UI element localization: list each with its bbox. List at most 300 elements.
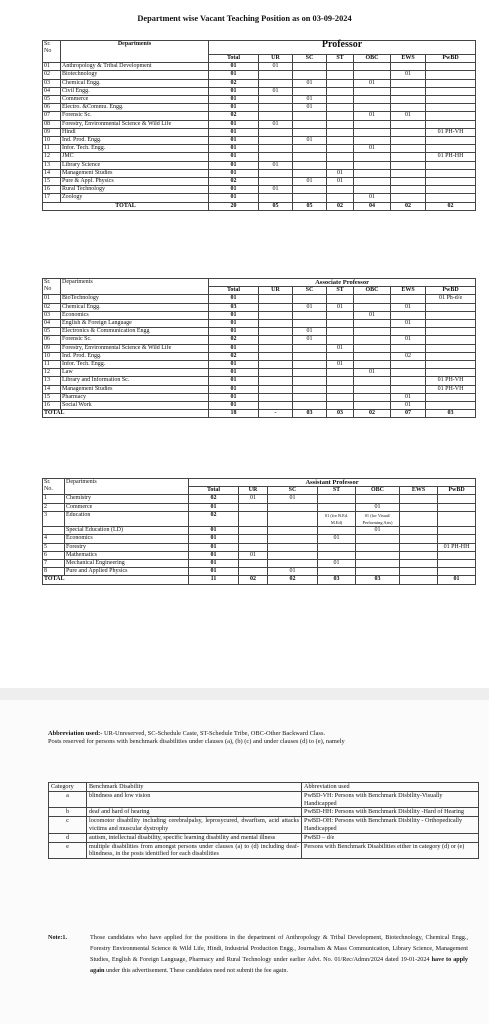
- ur-cell: 01: [259, 161, 293, 169]
- total-value-cell: [400, 576, 438, 584]
- total-value-cell: 18: [209, 410, 259, 418]
- sr-no-cell: 02: [43, 71, 61, 79]
- total-cell: 01: [209, 153, 259, 161]
- department-cell: Pure & Appl. Physics: [61, 178, 209, 186]
- obc-header: OBC: [354, 55, 391, 63]
- st-cell: [327, 145, 354, 153]
- table-row: [43, 153, 476, 161]
- sr-no-cell: 3: [43, 511, 65, 526]
- ur-header: UR: [239, 487, 268, 495]
- total-cell: 01: [209, 71, 259, 79]
- department-cell: Forensic Sc.: [61, 112, 209, 120]
- sr-no-cell: 06: [43, 336, 61, 344]
- pwbd-cell: [426, 361, 476, 369]
- total-cell: 03: [209, 303, 259, 311]
- sc-cell: 01: [293, 303, 327, 311]
- st-cell: 01: [327, 344, 354, 352]
- obc-cell: [354, 161, 391, 169]
- department-cell: Rural Technology: [61, 186, 209, 194]
- category-cell: e: [49, 842, 87, 859]
- pwbd-cell: [426, 104, 476, 112]
- sc-cell: [268, 535, 318, 543]
- pwbd-cell: [426, 87, 476, 95]
- sr-no-cell: 4: [43, 535, 65, 543]
- department-cell: Forensic Sc.: [61, 336, 209, 344]
- ur-cell: 01: [259, 186, 293, 194]
- ur-cell: [259, 112, 293, 120]
- pwbd-cell: [438, 535, 476, 543]
- sr-no-cell: 07: [43, 112, 61, 120]
- total-cell: 01: [209, 361, 259, 369]
- ur-cell: [259, 385, 293, 393]
- obc-cell: [354, 361, 391, 369]
- ur-cell: [259, 295, 293, 303]
- sc-cell: [293, 186, 327, 194]
- st-cell: [327, 137, 354, 145]
- total-cell: 01: [209, 385, 259, 393]
- ews-cell: [391, 311, 426, 319]
- st-cell: 01 (for B.Ed. M.Ed): [318, 511, 356, 526]
- st-cell: [327, 369, 354, 377]
- pwbd-cell: [426, 393, 476, 401]
- total-cell: 01: [209, 194, 259, 202]
- professor-heading: Professor: [209, 41, 476, 55]
- obc-cell: 01: [356, 503, 400, 511]
- ur-cell: [259, 104, 293, 112]
- sr-no-cell: 16: [43, 186, 61, 194]
- obc-cell: [354, 377, 391, 385]
- total-cell: 01: [209, 137, 259, 145]
- obc-cell: 01: [356, 527, 400, 535]
- benchmark-header: Benchmark Disability: [87, 783, 302, 792]
- table-row: [43, 535, 476, 543]
- table-row: [43, 194, 476, 202]
- total-cell: 01: [189, 503, 239, 511]
- st-cell: [327, 120, 354, 128]
- sc-cell: 01: [293, 336, 327, 344]
- ews-cell: [400, 560, 438, 568]
- ur-cell: [259, 96, 293, 104]
- department-cell: English & Foreign Language: [61, 320, 209, 328]
- table-row: [43, 551, 476, 559]
- ur-cell: 01: [239, 495, 268, 503]
- obc-cell: [354, 393, 391, 401]
- total-cell: 01: [209, 63, 259, 71]
- sc-cell: [268, 543, 318, 551]
- pwbd-cell: [426, 178, 476, 186]
- department-cell: Civil Engg.: [61, 87, 209, 95]
- table-row: [43, 303, 476, 311]
- sc-cell: [293, 402, 327, 410]
- total-cell: 01: [209, 145, 259, 153]
- sc-cell: [293, 145, 327, 153]
- sc-cell: [293, 128, 327, 136]
- obc-cell: 01: [354, 311, 391, 319]
- total-value-cell: 05: [259, 202, 293, 210]
- total-value-cell: 02: [327, 202, 354, 210]
- ews-cell: [391, 120, 426, 128]
- sr-no-cell: 8: [43, 568, 65, 576]
- ur-cell: [259, 137, 293, 145]
- table-row: [43, 178, 476, 186]
- ews-cell: 01: [391, 320, 426, 328]
- abbreviation-block: [48, 730, 478, 746]
- st-cell: [327, 186, 354, 194]
- pwbd-cell: [438, 527, 476, 535]
- st-cell: [327, 320, 354, 328]
- departments-header: Departments: [61, 279, 209, 295]
- table-row: [43, 336, 476, 344]
- total-row: [43, 576, 476, 584]
- ews-cell: [391, 377, 426, 385]
- pwbd-header: PwBD: [426, 287, 476, 295]
- department-cell: Mathematics: [65, 551, 189, 559]
- obc-cell: [356, 551, 400, 559]
- obc-cell: [354, 104, 391, 112]
- total-cell: 01: [189, 551, 239, 559]
- benchmark-cell: autism, intellectual disability, specific learning disability and mental illness: [87, 833, 302, 842]
- total-label: TOTAL: [43, 202, 209, 210]
- disability-row: [49, 791, 479, 808]
- department-cell: Management Studies: [61, 385, 209, 393]
- department-cell: Commerce: [61, 96, 209, 104]
- ews-cell: [391, 295, 426, 303]
- sr-no-cell: 04: [43, 320, 61, 328]
- table-row: [43, 161, 476, 169]
- total-value-cell: 03: [356, 576, 400, 584]
- ews-cell: 01: [391, 71, 426, 79]
- department-cell: Zoology: [61, 194, 209, 202]
- ews-cell: [391, 145, 426, 153]
- sr-no-cell: 03: [43, 311, 61, 319]
- total-cell: 01: [209, 120, 259, 128]
- ews-cell: [400, 543, 438, 551]
- total-cell: 01: [209, 161, 259, 169]
- total-cell: 02: [209, 352, 259, 360]
- pwbd-cell: [438, 503, 476, 511]
- sc-cell: [268, 560, 318, 568]
- ur-cell: [259, 328, 293, 336]
- st-cell: [327, 311, 354, 319]
- table-row: [43, 169, 476, 177]
- total-cell: 01: [209, 369, 259, 377]
- sr-no-cell: 17: [43, 194, 61, 202]
- pwbd-cell: 01 PH-HH: [426, 153, 476, 161]
- st-cell: [327, 112, 354, 120]
- total-label: TOTAL: [43, 410, 209, 418]
- obc-cell: [356, 495, 400, 503]
- table-row: [43, 377, 476, 385]
- ews-cell: [391, 137, 426, 145]
- department-cell: Infor. Tech. Engg.: [61, 361, 209, 369]
- total-cell: 01: [209, 87, 259, 95]
- st-cell: [327, 385, 354, 393]
- departments-header: Departments: [65, 479, 189, 495]
- department-cell: Anthropology & Tribal Development: [61, 63, 209, 71]
- total-cell: 01: [209, 186, 259, 194]
- total-value-cell: 02: [354, 410, 391, 418]
- total-cell: 02: [209, 79, 259, 87]
- st-cell: [327, 96, 354, 104]
- pwbd-cell: [438, 511, 476, 526]
- pwbd-cell: [426, 169, 476, 177]
- sr-no-cell: 1: [43, 495, 65, 503]
- category-cell: a: [49, 791, 87, 808]
- associate-professor-table: [42, 278, 476, 418]
- ur-cell: 01: [259, 87, 293, 95]
- department-cell: Economics: [65, 535, 189, 543]
- sc-cell: [293, 169, 327, 177]
- table-row: [43, 568, 476, 576]
- ur-cell: [239, 568, 268, 576]
- table-row: [43, 320, 476, 328]
- total-cell: 02: [209, 112, 259, 120]
- department-cell: Pure and Applied Physics: [65, 568, 189, 576]
- sr-no-cell: 13: [43, 161, 61, 169]
- obc-cell: [354, 153, 391, 161]
- pwbd-cell: 01 Ph-d/e: [426, 295, 476, 303]
- sr-no-cell: 11: [43, 361, 61, 369]
- obc-cell: [356, 535, 400, 543]
- ur-cell: [259, 320, 293, 328]
- benchmark-cell: multiple disabilities from amongst persons under clauses (a) to (d) including deaf-blindness, in the posts identified for each disabilities: [87, 842, 302, 859]
- note-block: [48, 932, 468, 976]
- ews-cell: [391, 161, 426, 169]
- pwbd-cell: [426, 120, 476, 128]
- sr-no-cell: 5: [43, 543, 65, 551]
- department-cell: Chemical Engg.: [61, 303, 209, 311]
- ur-cell: [239, 527, 268, 535]
- pwbd-cell: [426, 328, 476, 336]
- professor-table: [42, 40, 476, 211]
- posts-reserved-text: Posts reserved for persons with benchmark disabilities under clauses (a), (b) (c) and under clauses (d) to (e), namely: [48, 738, 345, 745]
- ews-cell: [391, 63, 426, 71]
- ews-cell: 01: [391, 393, 426, 401]
- table-row: [43, 560, 476, 568]
- table-row: [43, 145, 476, 153]
- total-cell: 02: [209, 178, 259, 186]
- total-cell: 01: [209, 169, 259, 177]
- department-cell: Infor. Tech. Engg.: [61, 145, 209, 153]
- st-cell: [327, 128, 354, 136]
- ur-header: UR: [259, 55, 293, 63]
- ews-cell: 01: [391, 336, 426, 344]
- pwbd-cell: 01 PH-HH: [438, 543, 476, 551]
- ews-cell: [391, 153, 426, 161]
- total-value-cell: 05: [293, 202, 327, 210]
- sr-no-header: Sr. No: [43, 41, 61, 63]
- total-row: [43, 410, 476, 418]
- ur-cell: [239, 503, 268, 511]
- pwbd-cell: [438, 568, 476, 576]
- ur-cell: [259, 377, 293, 385]
- obc-cell: [354, 320, 391, 328]
- sr-no-cell: 12: [43, 153, 61, 161]
- abbreviation-cell: PwBD-OH: Persons with Benchmark Disbility - Orthopedically Handicapped: [302, 817, 479, 834]
- ews-cell: [391, 194, 426, 202]
- sc-cell: [293, 112, 327, 120]
- ews-cell: 02: [391, 352, 426, 360]
- st-cell: [327, 352, 354, 360]
- pwbd-cell: [426, 311, 476, 319]
- sr-no-cell: 15: [43, 178, 61, 186]
- abbreviation-label: Abbreviation used:-: [48, 730, 103, 737]
- table-row: [43, 543, 476, 551]
- sc-cell: 01: [293, 96, 327, 104]
- total-value-cell: 03: [293, 410, 327, 418]
- ews-cell: [391, 104, 426, 112]
- pwbd-cell: [438, 495, 476, 503]
- total-cell: 01: [189, 535, 239, 543]
- obc-cell: [354, 63, 391, 71]
- departments-header: Departments: [61, 41, 209, 63]
- obc-cell: [354, 344, 391, 352]
- sc-cell: 01: [293, 104, 327, 112]
- table-row: [43, 527, 476, 535]
- ews-cell: 01: [391, 402, 426, 410]
- page-title: Department wise Vacant Teaching Position as on 03-09-2024: [137, 14, 352, 23]
- pwbd-cell: [426, 79, 476, 87]
- sc-cell: [293, 311, 327, 319]
- table-row: [43, 503, 476, 511]
- category-cell: c: [49, 817, 87, 834]
- ews-cell: [391, 96, 426, 104]
- total-cell: 01: [209, 295, 259, 303]
- sc-header: SC: [293, 287, 327, 295]
- department-cell: Education: [65, 511, 189, 526]
- sr-no-cell: 02: [43, 303, 61, 311]
- table-row: [43, 369, 476, 377]
- st-cell: [327, 336, 354, 344]
- total-value-cell: 03: [327, 410, 354, 418]
- total-cell: 02: [189, 511, 239, 526]
- sc-header: SC: [293, 55, 327, 63]
- sr-no-cell: 04: [43, 87, 61, 95]
- st-cell: [327, 153, 354, 161]
- table-row: [43, 311, 476, 319]
- table-row: [43, 79, 476, 87]
- pwbd-cell: [426, 137, 476, 145]
- total-cell: 01: [189, 568, 239, 576]
- department-cell: Commerce: [65, 503, 189, 511]
- total-header: Total: [209, 55, 259, 63]
- sr-no-cell: 01: [43, 295, 61, 303]
- ur-cell: [259, 71, 293, 79]
- department-cell: BioTechnology: [61, 295, 209, 303]
- sr-no-cell: 09: [43, 344, 61, 352]
- ews-cell: [400, 511, 438, 526]
- st-cell: [318, 503, 356, 511]
- obc-cell: [354, 186, 391, 194]
- total-value-cell: 02: [426, 202, 476, 210]
- pwbd-cell: [426, 352, 476, 360]
- table-row: [43, 63, 476, 71]
- department-cell: Mechanical Engineering: [65, 560, 189, 568]
- total-cell: 01: [209, 344, 259, 352]
- total-header: Total: [209, 287, 259, 295]
- note-emphasis: have to apply again: [90, 956, 468, 974]
- total-cell: 01: [209, 104, 259, 112]
- pwbd-header: PwBD: [426, 55, 476, 63]
- ews-cell: [391, 361, 426, 369]
- ur-cell: [259, 128, 293, 136]
- table-row: [43, 128, 476, 136]
- ur-cell: [259, 393, 293, 401]
- sc-cell: 01: [293, 178, 327, 186]
- note-text: Those candidates who have applied for the positions in the department of Anthropology & Tribal Development, Biotechnology, Chemical Engg., Forestry Environmental Science & Wild Life, Hindi, Industrial Production Engg., Journalism & Mass Communication, Library Science, Management Studies, English & Foreign Language, Pharmacy and Rural Technology under earlier Advt. No. 01/Rec/Admn/2024 dated 19-01-2024 have to apply again under this advertisement. These candidates need not submit the fee again.: [90, 934, 468, 974]
- obc-cell: [354, 402, 391, 410]
- department-cell: Library Science: [61, 161, 209, 169]
- ur-cell: [259, 402, 293, 410]
- table-row: [43, 352, 476, 360]
- st-cell: [318, 495, 356, 503]
- ews-header: EWS: [391, 287, 426, 295]
- obc-cell: [354, 137, 391, 145]
- ur-cell: [259, 336, 293, 344]
- category-header: Category: [49, 783, 87, 792]
- total-value-cell: 04: [354, 202, 391, 210]
- obc-cell: [354, 128, 391, 136]
- ews-cell: 01: [391, 303, 426, 311]
- table-row: [43, 393, 476, 401]
- total-cell: 02: [189, 495, 239, 503]
- sr-no-cell: 15: [43, 393, 61, 401]
- total-value-cell: 11: [189, 576, 239, 584]
- obc-cell: [354, 385, 391, 393]
- st-cell: [327, 295, 354, 303]
- pwbd-cell: [426, 96, 476, 104]
- sc-cell: [293, 377, 327, 385]
- obc-cell: 01: [354, 369, 391, 377]
- sc-cell: 01: [268, 495, 318, 503]
- sr-no-cell: 10: [43, 352, 61, 360]
- st-cell: [327, 104, 354, 112]
- sc-cell: [268, 503, 318, 511]
- sc-cell: [293, 120, 327, 128]
- abbreviation-cell: PwBD-HH: Persons with Benchmark Disbility -Hard of Hearing: [302, 808, 479, 817]
- page-break: [0, 688, 489, 700]
- st-cell: 01: [318, 535, 356, 543]
- pwbd-cell: [426, 320, 476, 328]
- total-cell: 01: [189, 560, 239, 568]
- department-cell: Forestry: [65, 543, 189, 551]
- ur-cell: [259, 153, 293, 161]
- sc-cell: 01: [293, 79, 327, 87]
- sr-no-cell: 16: [43, 402, 61, 410]
- st-cell: [318, 551, 356, 559]
- st-cell: [318, 543, 356, 551]
- total-cell: 01: [209, 328, 259, 336]
- table-row: [43, 344, 476, 352]
- department-cell: Pharmacy: [61, 393, 209, 401]
- ur-cell: 01: [239, 551, 268, 559]
- ur-cell: [239, 543, 268, 551]
- total-value-cell: 02: [239, 576, 268, 584]
- st-cell: [327, 328, 354, 336]
- ur-cell: [259, 169, 293, 177]
- st-cell: [327, 87, 354, 95]
- department-cell: Chemistry: [65, 495, 189, 503]
- sr-no-cell: 7: [43, 560, 65, 568]
- st-cell: [327, 377, 354, 385]
- pwbd-cell: [426, 194, 476, 202]
- ur-cell: [259, 194, 293, 202]
- total-value-cell: 02: [268, 576, 318, 584]
- department-cell: Electro. &Commu. Engg.: [61, 104, 209, 112]
- obc-cell: 01: [354, 145, 391, 153]
- disability-row: [49, 817, 479, 834]
- pwbd-cell: 01 PH-VH: [426, 377, 476, 385]
